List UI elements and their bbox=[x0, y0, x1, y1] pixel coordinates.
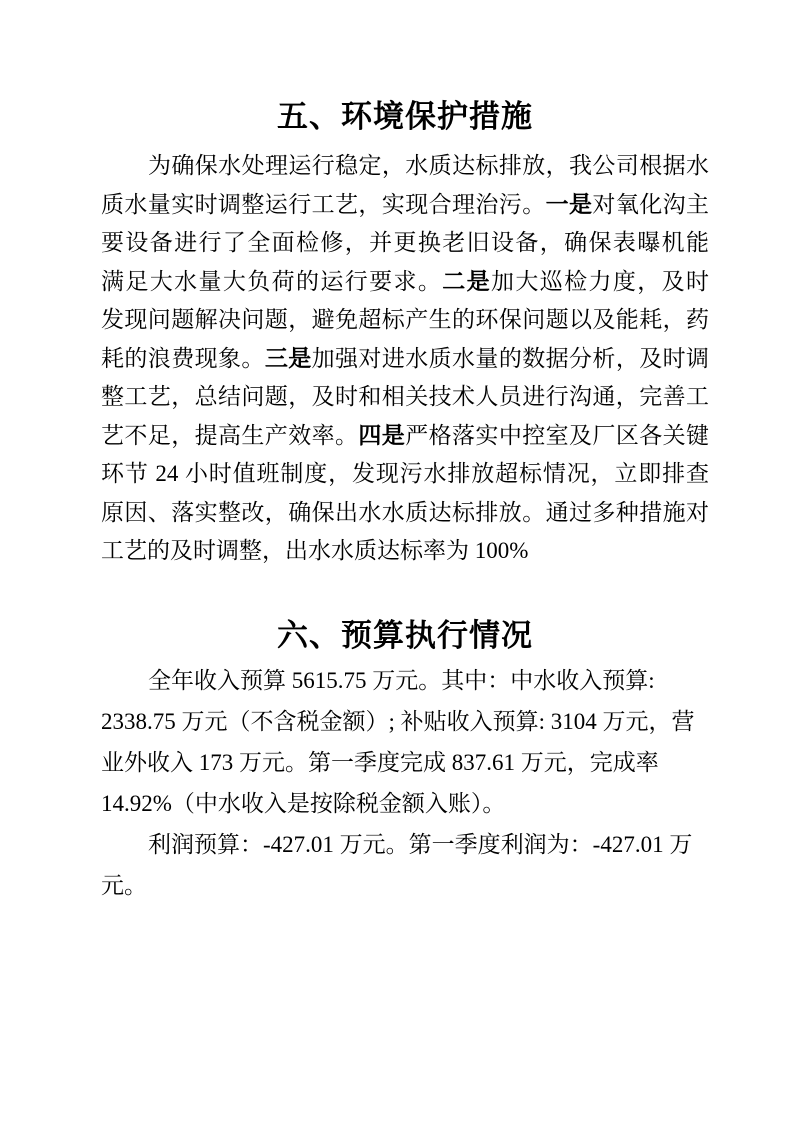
text-line bbox=[101, 532, 709, 571]
body-text: 2338.75 万元（不含税金额）; 补贴收入预算: 3104 万元，营 bbox=[101, 709, 695, 734]
text-line bbox=[101, 378, 709, 417]
body-text: 满足大水量大负荷的运行要求。 bbox=[101, 268, 443, 294]
text-line bbox=[101, 824, 709, 865]
body-text: 整工艺，总结问题，及时和相关技术人员进行沟通，完善工 bbox=[101, 384, 709, 409]
body-text: 加大巡检力度，及时 bbox=[491, 268, 709, 294]
text-line bbox=[101, 147, 709, 186]
text-line bbox=[101, 783, 709, 824]
paragraph bbox=[101, 824, 709, 906]
text-line bbox=[101, 263, 709, 302]
text-line bbox=[101, 417, 709, 456]
section-environmental-protection bbox=[101, 97, 709, 571]
text-line bbox=[101, 455, 709, 494]
body-text: 艺不足，提高生产效率。 bbox=[101, 422, 359, 448]
text-line bbox=[101, 186, 709, 225]
body-text: 14.92%（中水收入是按除税金额入账）。 bbox=[101, 791, 506, 816]
body-text: 全年收入预算 5615.75 万元。其中：中水收入预算: bbox=[148, 668, 655, 693]
text-line bbox=[101, 340, 709, 379]
paragraph bbox=[101, 147, 709, 571]
text-line bbox=[101, 494, 709, 533]
body-text: 加强对进水质水量的数据分析，及时调 bbox=[311, 345, 710, 371]
document-body bbox=[101, 0, 709, 1122]
body-text: 工艺的及时调整，出水水质达标率为 100% bbox=[101, 538, 529, 563]
body-text: 利润预算：-427.01 万元。第一季度利润为：-427.01 万 bbox=[148, 832, 693, 857]
body-text: 质水量实时调整运行工艺，实现合理治污。 bbox=[101, 191, 546, 217]
body-text: 发现问题解决问题，避免超标产生的环保问题以及能耗，药 bbox=[101, 307, 709, 332]
text-line bbox=[101, 701, 709, 742]
text-line bbox=[101, 224, 709, 263]
section-budget-execution bbox=[101, 616, 709, 906]
body-text: 对氧化沟主 bbox=[592, 191, 710, 217]
text-line bbox=[101, 660, 709, 701]
section-title: 五、环境保护措施 bbox=[277, 99, 533, 134]
paragraph bbox=[101, 660, 709, 824]
body-text: 环节 24 小时值班制度，发现污水排放超标情况，立即排查 bbox=[101, 461, 709, 486]
text-line bbox=[101, 742, 709, 783]
body-text: 耗的浪费现象。 bbox=[101, 345, 265, 371]
body-text: 为确保水处理运行稳定，水质达标排放，我公司根据水 bbox=[148, 153, 709, 178]
emphasis-text: 二是 bbox=[442, 268, 491, 294]
text-line bbox=[101, 865, 709, 906]
emphasis-text: 三是 bbox=[264, 345, 312, 371]
body-text: 原因、落实整改，确保出水水质达标排放。通过多种措施对 bbox=[101, 499, 709, 525]
emphasis-text: 一是 bbox=[545, 191, 593, 217]
section-title: 六、预算执行情况 bbox=[277, 618, 533, 653]
text-line bbox=[101, 301, 709, 340]
emphasis-text: 四是 bbox=[358, 422, 406, 448]
body-text: 要设备进行了全面检修，并更换老旧设备，确保表曝机能 bbox=[101, 230, 709, 255]
body-text: 严格落实中控室及厂区各关键 bbox=[405, 422, 710, 448]
body-text: 业外收入 173 万元。第一季度完成 837.61 万元，完成率 bbox=[101, 750, 659, 775]
body-text: 元。 bbox=[101, 873, 147, 898]
